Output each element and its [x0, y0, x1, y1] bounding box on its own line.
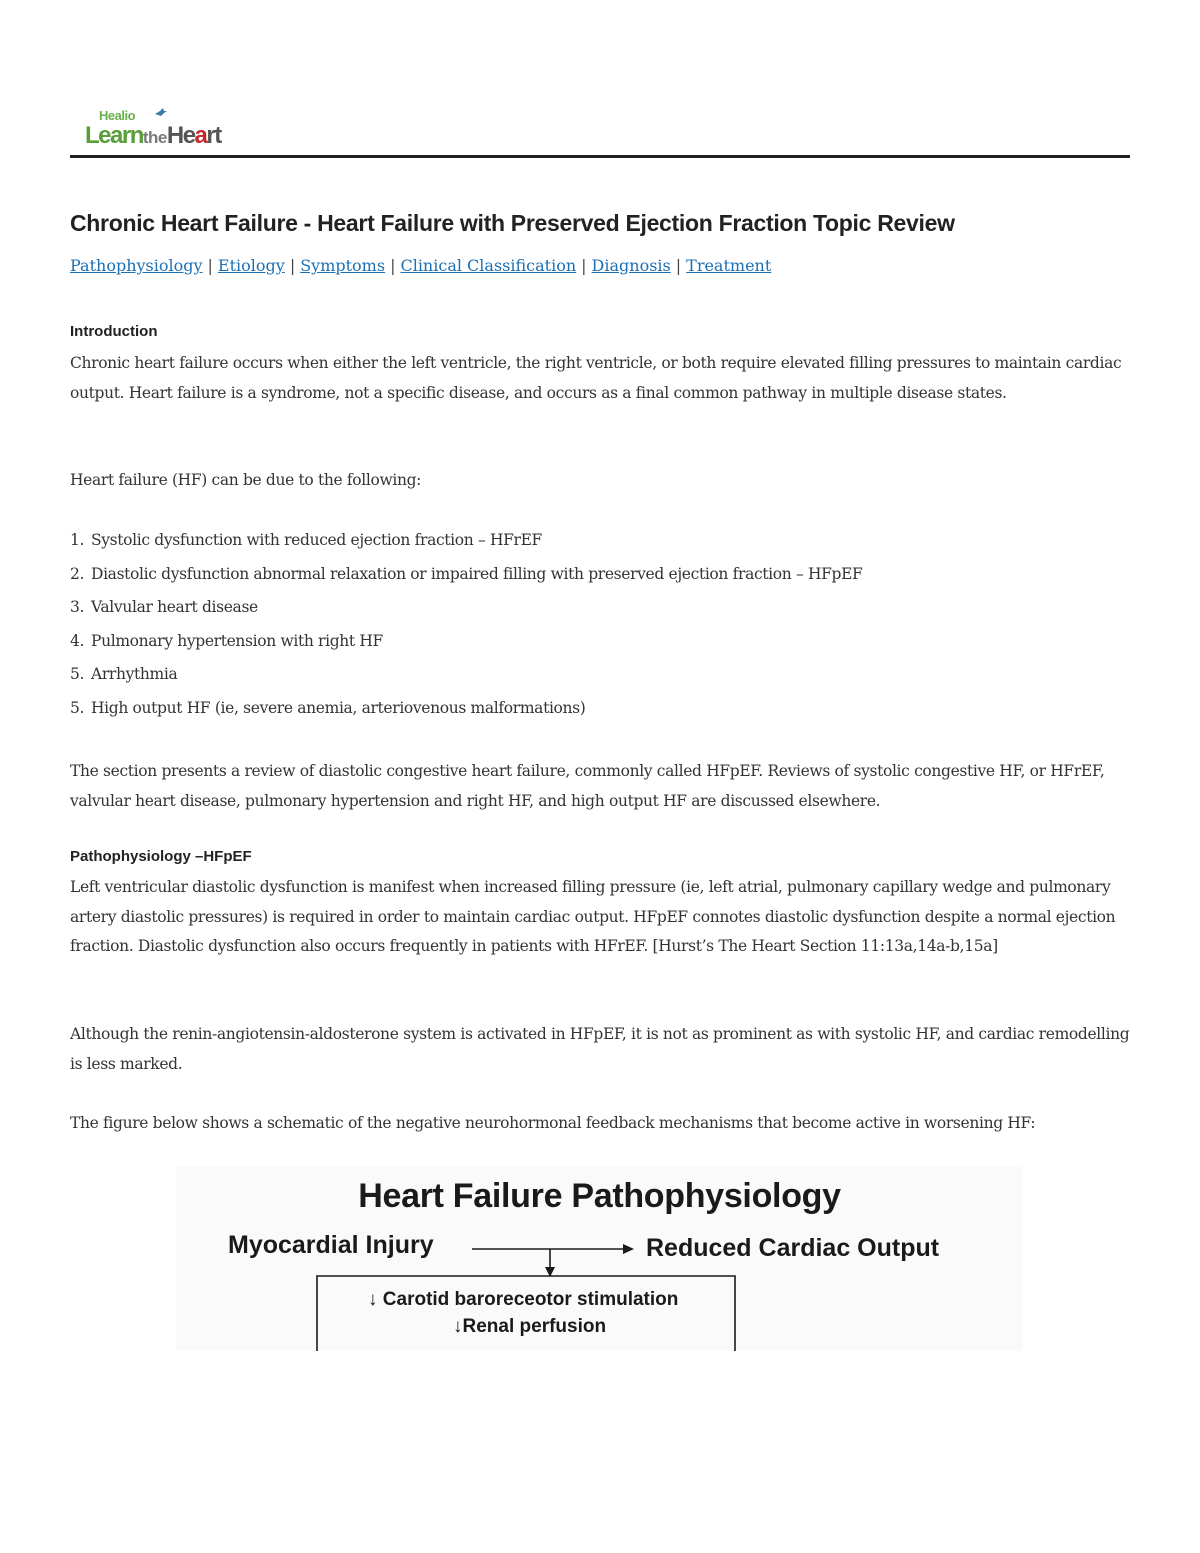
pathophysiology-figure	[176, 1167, 1023, 1351]
figure-box-line-carotid: ↓ Carotid baroreceotor stimulation	[368, 1289, 679, 1310]
list-item: 1. Systolic dysfunction with reduced ejection fraction – HFrEF	[70, 531, 542, 549]
down-arrow-icon: ↓	[453, 1316, 463, 1337]
down-arrow-icon: ↓	[368, 1289, 378, 1310]
list-lead: Heart failure (HF) can be due to the following:	[70, 471, 422, 489]
bird-icon	[155, 108, 167, 117]
section-nav	[70, 256, 771, 275]
nav-separator: |	[289, 256, 296, 275]
figure-label-myocardial-injury: Myocardial Injury	[228, 1231, 434, 1259]
pathophysiology-paragraph-2: Although the renin-angiotensin-aldosterone system is activated in HFpEF, it is not as prominent as with systolic HF, and cardiac remodelling is less marked.	[70, 1025, 1130, 1073]
page-title: Chronic Heart Failure - Heart Failure with Preserved Ejection Fraction Topic Review	[70, 210, 955, 236]
logo-brand-text: Healio	[99, 108, 136, 123]
list-item: 3. Valvular heart disease	[70, 598, 258, 617]
list-item: 5. Arrhythmia	[70, 665, 178, 684]
nav-link-etiology[interactable]: Etiology	[217, 256, 285, 275]
list-item: 2. Diastolic dysfunction abnormal relaxation or impaired filling with preserved ejection fraction – HFpEF	[70, 564, 863, 583]
figure-label-reduced-output: Reduced Cardiac Output	[646, 1234, 940, 1262]
list-item: 5. High output HF (ie, severe anemia, arteriovenous malformations)	[70, 698, 586, 717]
site-logo[interactable]	[85, 108, 270, 154]
pathophysiology-heading: Pathophysiology –HFpEF	[70, 848, 252, 865]
causes-list	[70, 526, 862, 728]
intro-paragraph: Chronic heart failure occurs when either the left ventricle, the right ventricle, or both require elevated filling pressures to maintain cardiac output. Heart failure is a syndrome, not a specific disease, and occurs as a final common pathway in multiple disease states.	[70, 354, 1122, 402]
nav-link-pathophysiology[interactable]: Pathophysiology	[70, 256, 203, 275]
nav-link-clinical-classification[interactable]: Clinical Classification	[400, 256, 577, 275]
nav-separator: |	[581, 256, 587, 275]
nav-separator: |	[207, 256, 213, 275]
nav-separator: |	[390, 256, 396, 275]
pathophysiology-paragraph-3: The figure below shows a schematic of the negative neurohormonal feedback mechanisms that become active in worsening HF:	[70, 1114, 1036, 1132]
intro-heading: Introduction	[70, 323, 158, 340]
heart-icon: a	[194, 122, 207, 149]
summary-paragraph: The section presents a review of diastolic congestive heart failure, commonly called HFpEF. Reviews of systolic congestive HF, or HFrEF, valvular heart disease, pulmonary hypertension and right HF, and high output HF are discussed elsewhere.	[70, 762, 1105, 810]
header-divider	[70, 155, 1130, 158]
nav-link-diagnosis[interactable]: Diagnosis	[591, 256, 671, 275]
figure-box-line-renal: ↓Renal perfusion	[453, 1316, 607, 1337]
figure-title: Heart Failure Pathophysiology	[358, 1177, 841, 1215]
pathophysiology-paragraph-1: Left ventricular diastolic dysfunction is manifest when increased filling pressure (ie, left atrial, pulmonary capillary wedge and pulmonary artery diastolic pressures) is required in order to maintain cardiac output. HFpEF connotes diastolic dysfunction despite a normal ejection fraction. Diastolic dysfunction also occurs frequently in patients with HFrEF. [Hurst’s The Heart Section 11:13a,14a-b,15a]	[70, 878, 1116, 955]
nav-link-treatment[interactable]: Treatment	[686, 256, 772, 275]
nav-link-symptoms[interactable]: Symptoms	[300, 256, 386, 275]
list-item: 4. Pulmonary hypertension with right HF	[70, 631, 383, 650]
logo-wordmark: LearntheHeart	[85, 122, 221, 149]
nav-separator: |	[675, 256, 682, 275]
